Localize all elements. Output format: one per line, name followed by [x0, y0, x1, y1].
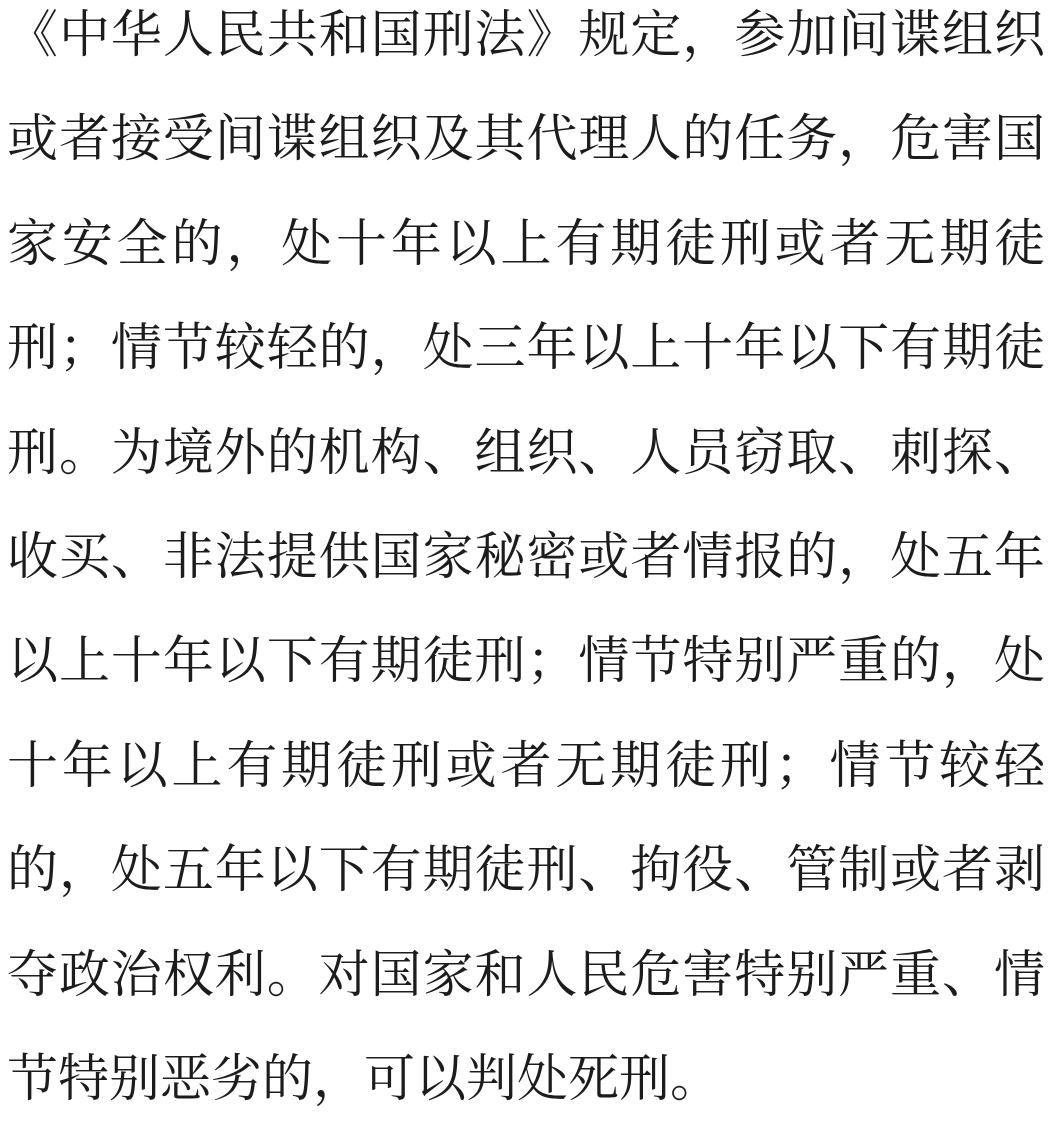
text-line-9: 的，处五年以下有期徒刑、拘役、管制或者剥 [7, 841, 1045, 899]
text-line-3: 家安全的，处十年以上有期徒刑或者无期徒 [7, 214, 1045, 272]
text-line-6: 收买、非法提供国家秘密或者情报的，处五年 [7, 528, 1045, 586]
text-line-11: 节特别恶劣的，可以判处死刑。 [7, 1050, 722, 1108]
legal-text-document [7, 0, 1045, 1131]
text-line-8: 十年以上有期徒刑或者无期徒刑；情节较轻 [7, 736, 1045, 794]
text-line-1: 《中华人民共和国刑法》规定，参加间谍组织 [7, 6, 1045, 63]
text-line-7: 以上十年以下有期徒刑；情节特别严重的，处 [7, 632, 1045, 690]
text-line-5: 刑。为境外的机构、组织、人员窃取、刺探、 [7, 423, 1045, 481]
text-line-4: 刑；情节较轻的，处三年以上十年以下有期徒 [7, 319, 1045, 377]
text-line-10: 夺政治权利。对国家和人民危害特别严重、情 [7, 945, 1045, 1003]
text-line-2: 或者接受间谍组织及其代理人的任务，危害国 [7, 110, 1045, 168]
